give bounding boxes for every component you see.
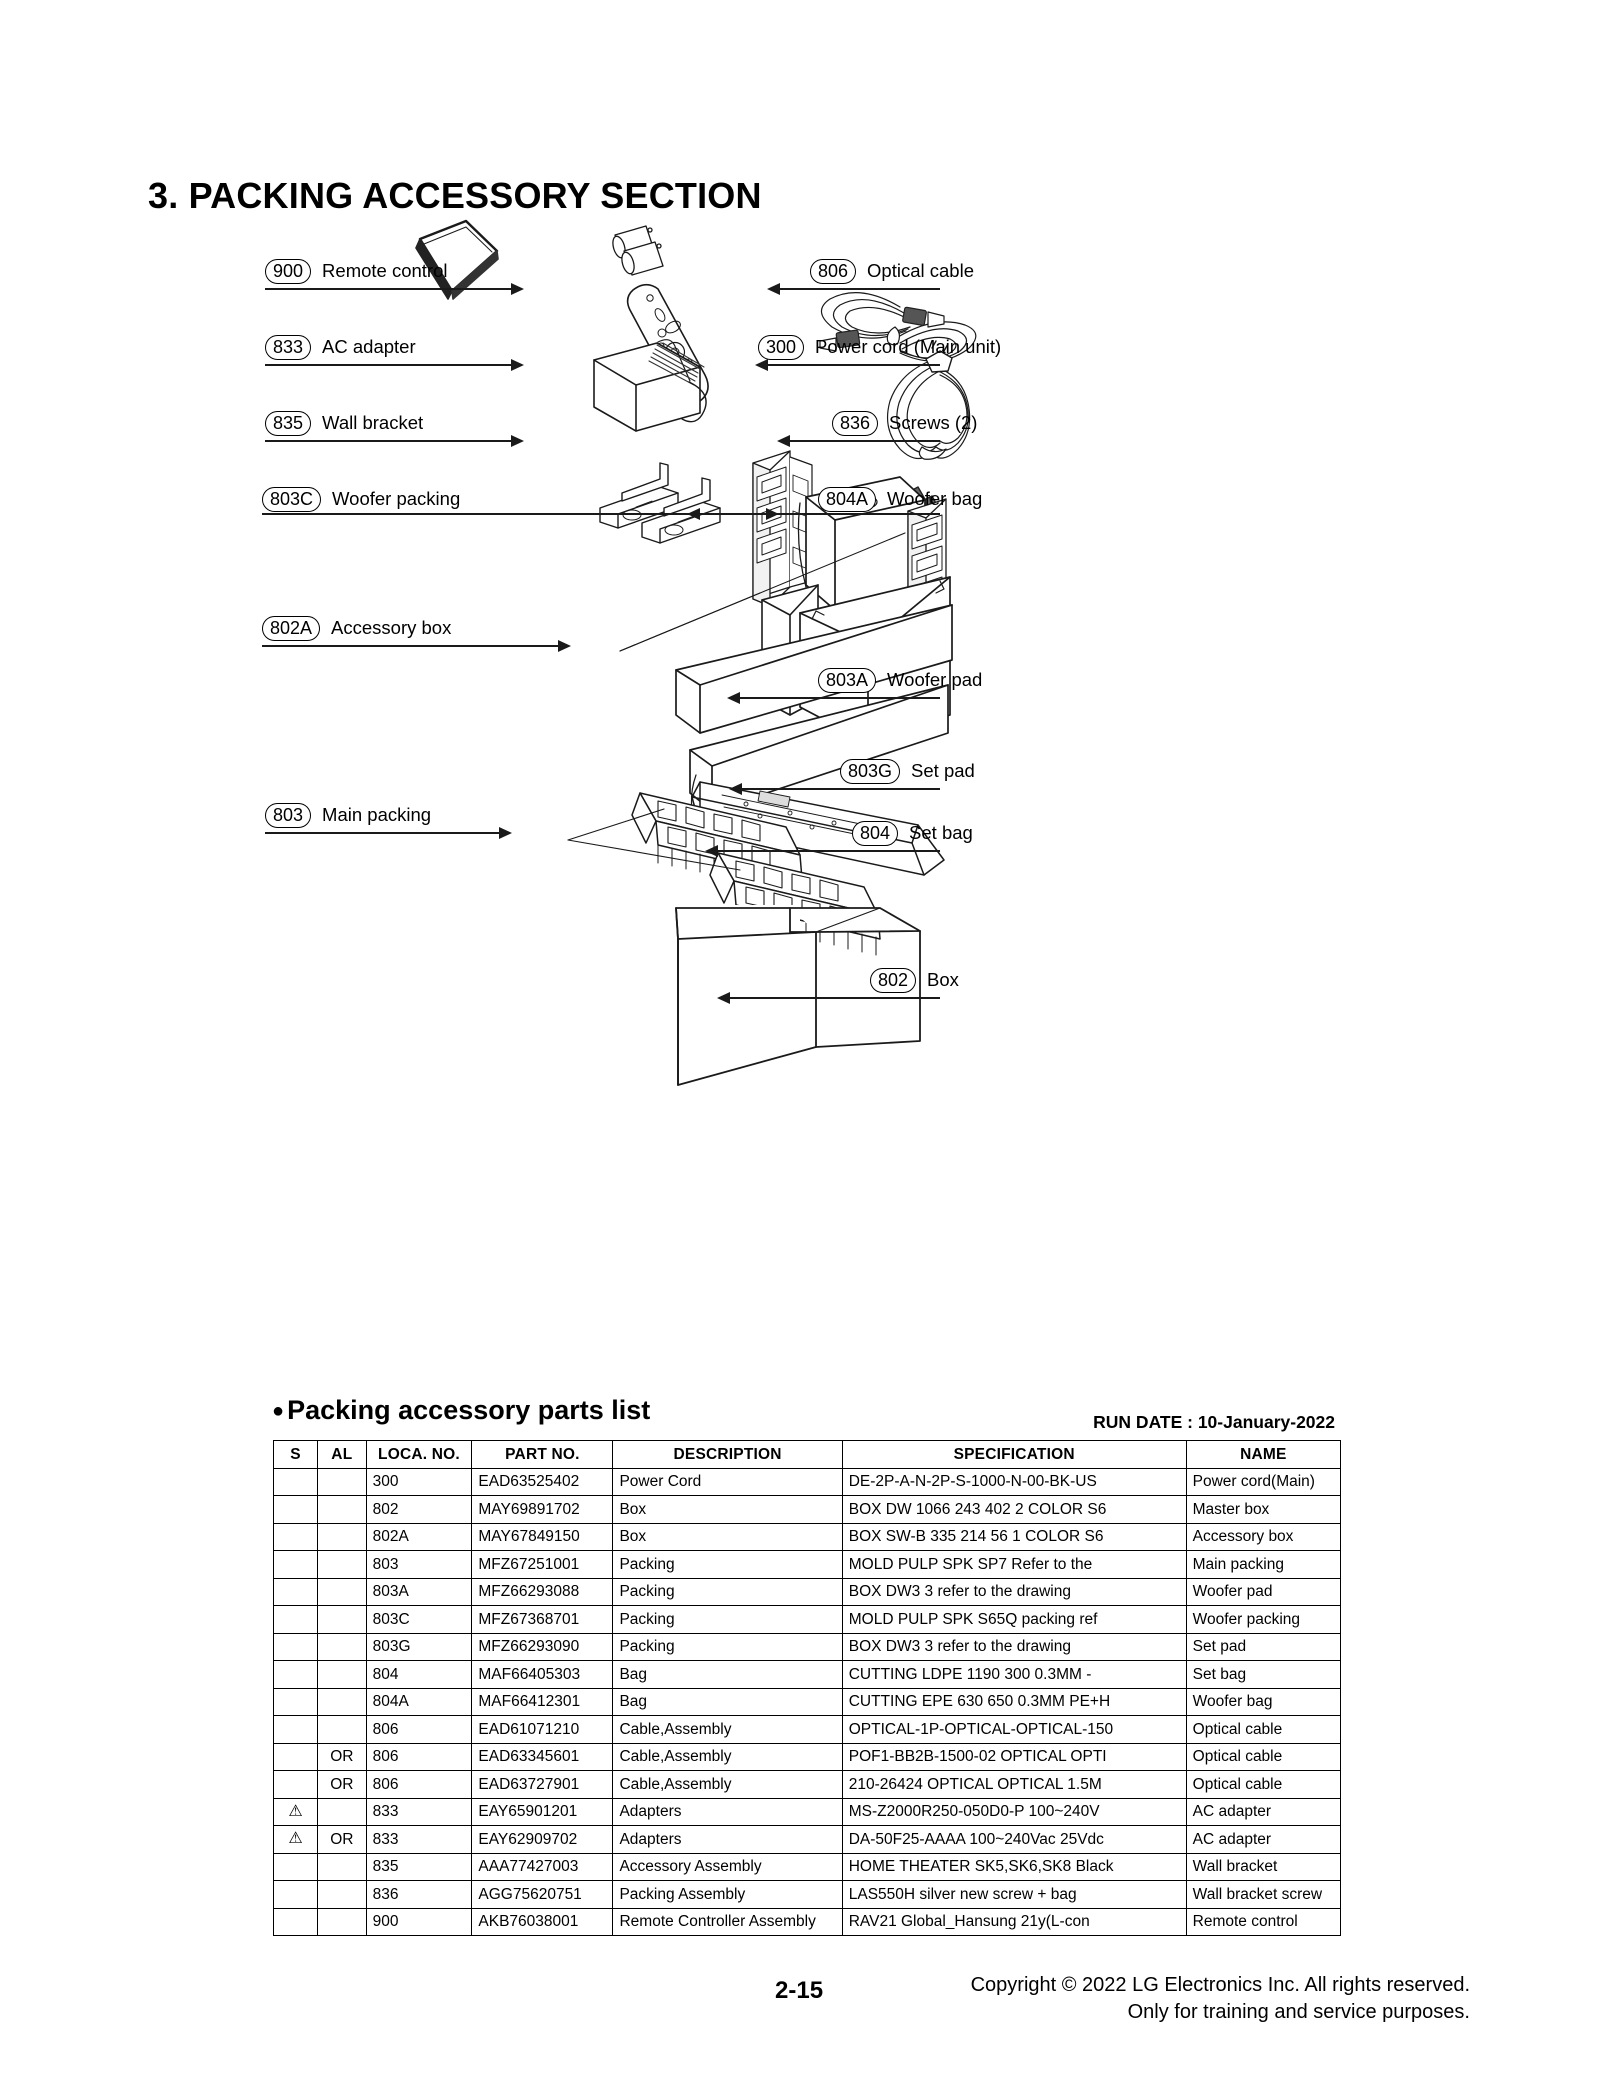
table-row xyxy=(274,1496,1341,1524)
table-row xyxy=(274,1688,1341,1716)
leader-arrow-803 xyxy=(499,827,512,839)
cell-name: AC adapter xyxy=(1186,1798,1340,1826)
callout-802A xyxy=(262,615,451,641)
cell-loca-no: 806 xyxy=(366,1771,472,1799)
cell-name: Remote control xyxy=(1186,1908,1340,1936)
cell-name: Wall bracket screw xyxy=(1186,1881,1340,1909)
packing-accessory-parts-table xyxy=(273,1440,1341,1936)
cell-name: Accessory box xyxy=(1186,1523,1340,1551)
cell-al xyxy=(318,1881,367,1909)
cell-specification: CUTTING EPE 630 650 0.3MM PE+H xyxy=(842,1688,1186,1716)
cell-al: OR xyxy=(318,1826,367,1854)
cell-specification: BOX DW3 3 refer to the drawing xyxy=(842,1633,1186,1661)
table-row xyxy=(274,1661,1341,1689)
table-row xyxy=(274,1578,1341,1606)
cell-s xyxy=(274,1606,318,1634)
callout-802 xyxy=(870,967,959,993)
cell-al xyxy=(318,1578,367,1606)
callout-label-833: AC adapter xyxy=(322,335,416,357)
cell-loca-no: 900 xyxy=(366,1908,472,1936)
cell-description: Cable,Assembly xyxy=(613,1743,842,1771)
leader-arrow-804 xyxy=(705,845,718,857)
leader-arrow-836 xyxy=(777,435,790,447)
cell-part-no: EAD63345601 xyxy=(472,1743,613,1771)
leader-line-803A xyxy=(740,697,940,699)
callout-label-804: Set bag xyxy=(909,821,973,843)
callout-label-804A: Woofer bag xyxy=(887,487,983,509)
leader-arrow-835 xyxy=(511,435,524,447)
cell-specification: BOX DW 1066 243 402 2 COLOR S6 xyxy=(842,1496,1186,1524)
leader-line-802 xyxy=(730,997,940,999)
table-row xyxy=(274,1771,1341,1799)
cell-s xyxy=(274,1661,318,1689)
callout-ref-836: 836 xyxy=(832,411,878,436)
cell-specification: CUTTING LDPE 1190 300 0.3MM - xyxy=(842,1661,1186,1689)
cell-specification: DE-2P-A-N-2P-S-1000-N-00-BK-US xyxy=(842,1468,1186,1496)
column-header-name: NAME xyxy=(1186,1441,1340,1469)
cell-description: Packing xyxy=(613,1633,842,1661)
leader-line-835 xyxy=(265,440,513,442)
cell-al xyxy=(318,1688,367,1716)
cell-part-no: MFZ66293088 xyxy=(472,1578,613,1606)
column-header-al: AL xyxy=(318,1441,367,1469)
cell-s xyxy=(274,1881,318,1909)
callout-ref-835: 835 xyxy=(265,411,311,436)
cell-al xyxy=(318,1523,367,1551)
cell-specification: RAV21 Global_Hansung 21y(L-con xyxy=(842,1908,1186,1936)
copyright-notice xyxy=(971,1972,1470,2026)
callout-label-802: Box xyxy=(927,968,959,990)
callout-900 xyxy=(265,258,448,284)
leader-line-804 xyxy=(718,850,940,852)
cell-name: Wall bracket xyxy=(1186,1853,1340,1881)
cell-name: Power cord(Main) xyxy=(1186,1468,1340,1496)
cell-name: AC adapter xyxy=(1186,1826,1340,1854)
cell-specification: MS-Z2000R250-050D0-P 100~240V xyxy=(842,1798,1186,1826)
leader-arrow-900 xyxy=(511,283,524,295)
cell-name: Optical cable xyxy=(1186,1743,1340,1771)
leader-line-833 xyxy=(265,364,513,366)
callout-ref-803: 803 xyxy=(265,803,311,828)
leader-arrow-300 xyxy=(755,359,768,371)
cell-specification: MOLD PULP SPK SP7 Refer to the xyxy=(842,1551,1186,1579)
woofer-packing-left-icon xyxy=(753,451,812,606)
table-row xyxy=(274,1523,1341,1551)
table-row xyxy=(274,1551,1341,1579)
cell-al xyxy=(318,1496,367,1524)
cell-loca-no: 802 xyxy=(366,1496,472,1524)
callout-label-300: Power cord (Main unit) xyxy=(815,335,1002,357)
leader-arrow-802A xyxy=(558,640,571,652)
cell-part-no: EAD61071210 xyxy=(472,1716,613,1744)
callout-ref-803C: 803C xyxy=(262,487,321,512)
cell-part-no: MAY69891702 xyxy=(472,1496,613,1524)
cell-part-no: MFZ66293090 xyxy=(472,1633,613,1661)
cell-description: Adapters xyxy=(613,1798,842,1826)
copyright-line-2: Only for training and service purposes. xyxy=(1127,2001,1470,2023)
table-row xyxy=(274,1606,1341,1634)
page-number: 2-15 xyxy=(775,1977,824,2004)
cell-s xyxy=(274,1551,318,1579)
callout-804 xyxy=(852,820,973,846)
cell-name: Main packing xyxy=(1186,1551,1340,1579)
callout-label-802A: Accessory box xyxy=(331,616,452,638)
cell-part-no: MFZ67368701 xyxy=(472,1606,613,1634)
callout-ref-803G: 803G xyxy=(840,759,900,784)
callout-ref-300: 300 xyxy=(758,335,804,360)
cell-loca-no: 803 xyxy=(366,1551,472,1579)
leader-line-300 xyxy=(768,364,940,366)
cell-part-no: MAF66412301 xyxy=(472,1688,613,1716)
cell-specification: OPTICAL-1P-OPTICAL-OPTICAL-150 xyxy=(842,1716,1186,1744)
leader-line-806 xyxy=(780,288,940,290)
cell-s xyxy=(274,1743,318,1771)
callout-ref-806: 806 xyxy=(810,259,856,284)
cell-part-no: AAA77427003 xyxy=(472,1853,613,1881)
cell-name: Optical cable xyxy=(1186,1771,1340,1799)
cell-name: Set pad xyxy=(1186,1633,1340,1661)
column-header-part: PART NO. xyxy=(472,1441,613,1469)
callout-836 xyxy=(832,410,977,436)
cell-al xyxy=(318,1661,367,1689)
cell-specification: HOME THEATER SK5,SK6,SK8 Black xyxy=(842,1853,1186,1881)
cell-s xyxy=(274,1716,318,1744)
cell-specification: BOX SW-B 335 214 56 1 COLOR S6 xyxy=(842,1523,1186,1551)
cell-specification: LAS550H silver new screw + bag xyxy=(842,1881,1186,1909)
cell-description: Packing xyxy=(613,1551,842,1579)
callout-label-806: Optical cable xyxy=(867,259,974,281)
cell-s xyxy=(274,1523,318,1551)
cell-specification: 210-26424 OPTICAL OPTICAL 1.5M xyxy=(842,1771,1186,1799)
cell-loca-no: 803A xyxy=(366,1578,472,1606)
page-title: 3. PACKING ACCESSORY SECTION xyxy=(148,175,762,216)
cell-name: Woofer bag xyxy=(1186,1688,1340,1716)
cell-part-no: AKB76038001 xyxy=(472,1908,613,1936)
cell-al: OR xyxy=(318,1771,367,1799)
callout-label-835: Wall bracket xyxy=(322,411,424,433)
callout-ref-804: 804 xyxy=(852,821,898,846)
callout-ref-802A: 802A xyxy=(262,616,320,641)
cell-loca-no: 806 xyxy=(366,1716,472,1744)
cell-loca-no: 803G xyxy=(366,1633,472,1661)
leader-arrow-804A xyxy=(687,508,700,520)
callout-label-803A: Woofer pad xyxy=(887,668,983,690)
cell-part-no: EAD63525402 xyxy=(472,1468,613,1496)
column-header-description: DESCRIPTION xyxy=(613,1441,842,1469)
exploded-diagram xyxy=(0,215,1600,1395)
callout-803C xyxy=(262,486,460,512)
cell-name: Master box xyxy=(1186,1496,1340,1524)
table-row xyxy=(274,1716,1341,1744)
cell-loca-no: 804 xyxy=(366,1661,472,1689)
callout-835 xyxy=(265,410,423,436)
cell-s xyxy=(274,1688,318,1716)
cell-part-no: MAY67849150 xyxy=(472,1523,613,1551)
master-box-icon xyxy=(676,905,920,1085)
table-row xyxy=(274,1798,1341,1826)
cell-description: Cable,Assembly xyxy=(613,1771,842,1799)
leader-line-836 xyxy=(790,440,940,442)
cell-al xyxy=(318,1716,367,1744)
column-header-loca: LOCA. NO. xyxy=(366,1441,472,1469)
table-row xyxy=(274,1468,1341,1496)
cell-name: Set bag xyxy=(1186,1661,1340,1689)
table-header-row xyxy=(274,1441,1341,1469)
cell-loca-no: 804A xyxy=(366,1688,472,1716)
callout-ref-833: 833 xyxy=(265,335,311,360)
cell-part-no: AGG75620751 xyxy=(472,1881,613,1909)
cell-al: OR xyxy=(318,1743,367,1771)
cell-name: Woofer pad xyxy=(1186,1578,1340,1606)
cell-description: Bag xyxy=(613,1661,842,1689)
callout-label-836: Screws (2) xyxy=(889,411,978,433)
cell-loca-no: 836 xyxy=(366,1881,472,1909)
cell-name: Optical cable xyxy=(1186,1716,1340,1744)
cell-al xyxy=(318,1798,367,1826)
callout-803 xyxy=(265,802,431,828)
cell-loca-no: 806 xyxy=(366,1743,472,1771)
wall-bracket-icon xyxy=(600,463,720,543)
cell-loca-no: 803C xyxy=(366,1606,472,1634)
cell-description: Packing xyxy=(613,1606,842,1634)
callout-804A xyxy=(818,486,982,512)
cell-part-no: MFZ67251001 xyxy=(472,1551,613,1579)
cell-al xyxy=(318,1908,367,1936)
cell-description: Adapters xyxy=(613,1826,842,1854)
run-date: RUN DATE : 10-January-2022 xyxy=(1093,1412,1335,1432)
cell-s xyxy=(274,1633,318,1661)
leader-line-804A xyxy=(700,513,940,515)
callout-label-900: Remote control xyxy=(322,259,448,281)
callout-label-803C: Woofer packing xyxy=(332,487,461,509)
cell-part-no: MAF66405303 xyxy=(472,1661,613,1689)
cell-description: Packing Assembly xyxy=(613,1881,842,1909)
table-row xyxy=(274,1853,1341,1881)
cell-al xyxy=(318,1853,367,1881)
bullet-icon: ● xyxy=(272,1400,285,1422)
table-row xyxy=(274,1826,1341,1854)
column-header-s: S xyxy=(274,1441,318,1469)
leader-arrow-803A xyxy=(727,692,740,704)
cell-s xyxy=(274,1468,318,1496)
cell-specification: POF1-BB2B-1500-02 OPTICAL OPTI xyxy=(842,1743,1186,1771)
cell-al xyxy=(318,1606,367,1634)
cell-description: Box xyxy=(613,1496,842,1524)
table-row xyxy=(274,1743,1341,1771)
cell-loca-no: 802A xyxy=(366,1523,472,1551)
leader-line-802A xyxy=(262,645,560,647)
column-header-specification: SPECIFICATION xyxy=(842,1441,1186,1469)
cell-s xyxy=(274,1908,318,1936)
parts-list-heading xyxy=(272,1395,650,1426)
cell-description: Remote Controller Assembly xyxy=(613,1908,842,1936)
cell-description: Power Cord xyxy=(613,1468,842,1496)
cell-s xyxy=(274,1578,318,1606)
callout-ref-804A: 804A xyxy=(818,487,876,512)
cell-loca-no: 300 xyxy=(366,1468,472,1496)
leader-line-803 xyxy=(265,832,501,834)
parts-list-heading-text: Packing accessory parts list xyxy=(287,1395,651,1425)
cell-description: Accessory Assembly xyxy=(613,1853,842,1881)
cell-loca-no: 833 xyxy=(366,1826,472,1854)
table-row xyxy=(274,1633,1341,1661)
callout-ref-802: 802 xyxy=(870,968,916,993)
cell-al xyxy=(318,1551,367,1579)
cell-s xyxy=(274,1771,318,1799)
cell-part-no: EAY62909702 xyxy=(472,1826,613,1854)
cell-specification: DA-50F25-AAAA 100~240Vac 25Vdc xyxy=(842,1826,1186,1854)
table-row xyxy=(274,1908,1341,1936)
callout-label-803: Main packing xyxy=(322,803,432,825)
cell-al xyxy=(318,1633,367,1661)
leader-arrow-833 xyxy=(511,359,524,371)
callout-label-803G: Set pad xyxy=(911,759,975,781)
cell-description: Bag xyxy=(613,1688,842,1716)
warning-triangle-icon: ⚠ xyxy=(274,1826,318,1854)
callout-ref-803A: 803A xyxy=(818,668,876,693)
table-body xyxy=(274,1468,1341,1936)
copyright-line-1: Copyright © 2022 LG Electronics Inc. All rights reserved. xyxy=(970,1974,1470,1996)
callout-806 xyxy=(810,258,974,284)
callout-ref-900: 900 xyxy=(265,259,311,284)
callout-803A xyxy=(818,667,982,693)
cell-specification: MOLD PULP SPK S65Q packing ref xyxy=(842,1606,1186,1634)
cell-al xyxy=(318,1468,367,1496)
cell-description: Box xyxy=(613,1523,842,1551)
table-row xyxy=(274,1881,1341,1909)
batteries-icon xyxy=(611,226,663,275)
cell-name: Woofer packing xyxy=(1186,1606,1340,1634)
cell-s xyxy=(274,1496,318,1524)
leader-arrow-806 xyxy=(767,283,780,295)
warning-triangle-icon: ⚠ xyxy=(274,1798,318,1826)
leader-line-803G xyxy=(742,788,940,790)
leader-line-900 xyxy=(265,288,513,290)
callout-300 xyxy=(758,334,1001,360)
cell-part-no: EAD63727901 xyxy=(472,1771,613,1799)
cell-loca-no: 833 xyxy=(366,1798,472,1826)
leader-arrow-802 xyxy=(717,992,730,1004)
cell-loca-no: 835 xyxy=(366,1853,472,1881)
cell-description: Cable,Assembly xyxy=(613,1716,842,1744)
cell-part-no: EAY65901201 xyxy=(472,1798,613,1826)
leader-arrow-803G xyxy=(729,783,742,795)
cell-s xyxy=(274,1853,318,1881)
callout-803G xyxy=(840,758,975,784)
callout-833 xyxy=(265,334,416,360)
cell-specification: BOX DW3 3 refer to the drawing xyxy=(842,1578,1186,1606)
cell-description: Packing xyxy=(613,1578,842,1606)
